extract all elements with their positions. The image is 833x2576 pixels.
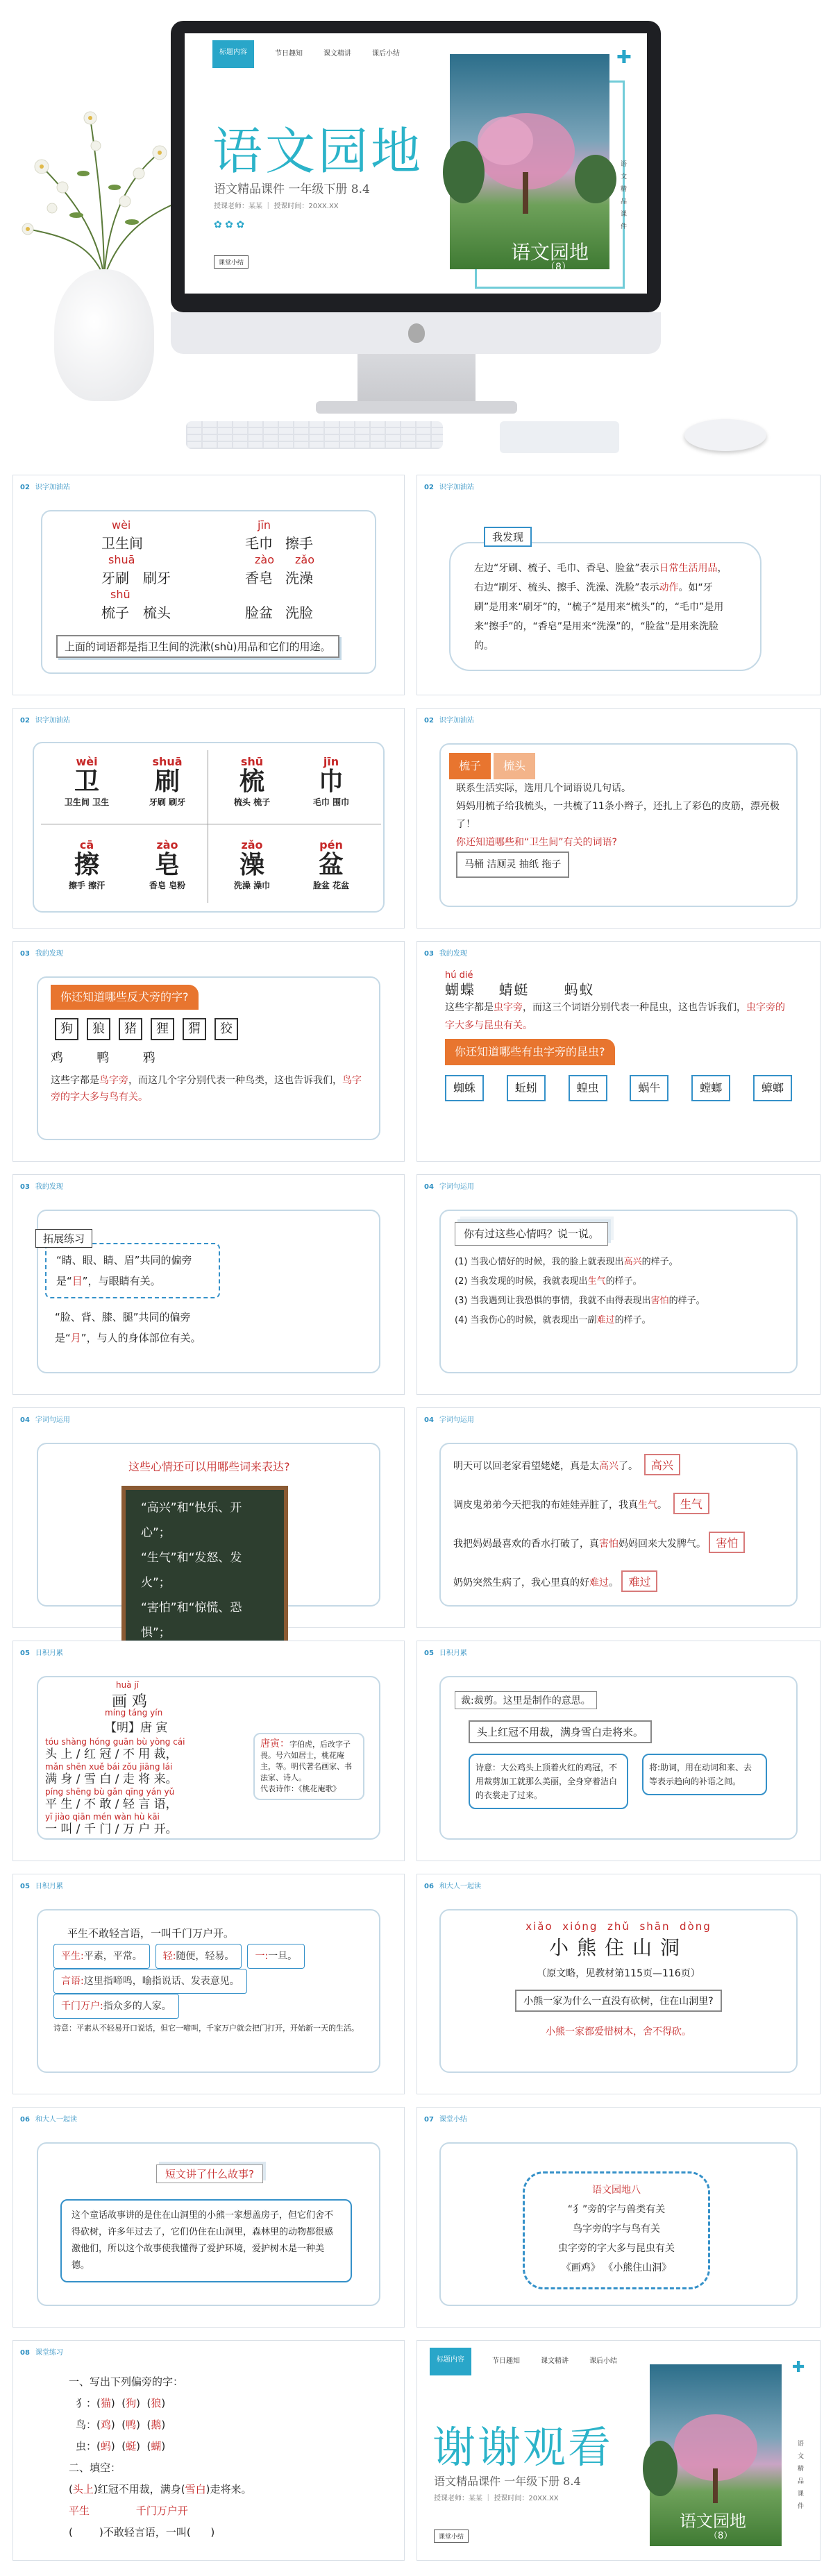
keyboard <box>186 421 443 449</box>
char-cell: zǎo 澡 洗澡 澡巾 <box>233 838 271 890</box>
chalkboard: “高兴”和“快乐、开心”； “生气”和“发怒、发火”； “害怕”和“惊慌、恐惧”； <box>121 1486 288 1705</box>
slide-14 <box>416 1874 821 2094</box>
nav-tab-3[interactable]: 课文精讲 <box>541 2357 569 2365</box>
slide-header: 07 课堂小结 <box>424 2116 467 2124</box>
slide-header: 05 日积月累 <box>424 1650 467 1657</box>
slide-13 <box>12 1874 405 2094</box>
summary-box: 语文园地八 “犭”旁的字与兽类有关 鸟字旁的字与鸟有关 虫字旁的字大多与昆虫有关 《画鸡》 《小熊住山洞》 <box>523 2171 710 2289</box>
slide-12 <box>416 1641 821 1861</box>
slide-card: 你有过这些心情吗？说一说。 (1) 当我心情好的时候，我的脸上就表现出高兴的样子。 (2) 当我发现的时候，我就表现出生气的样子。 (3) 当我遇到让我恐惧的事情，我就不由得表现出害怕的样子。 (4) 当我伤心的时候，就表现出一副难过的样子。 <box>439 1210 798 1373</box>
slide-8 <box>416 1174 821 1395</box>
slide-card: huà jī 画 鸡 míng táng yín 【明】唐 寅 tóu shàng hóng guān bù yòng cái 头 上 / 红 冠 / 不 用 裁， mǎn shēn xuě bái zǒu jiāng lái 满 身 / 雪 白 / 走 将 来。 píng shēng bù gǎn qīng yán yǔ 平 生 / 不 敢 / 轻 言 语， yī jiào qiān mén wàn hù kāi 一 叫 / 千 门 / 万 户 开。 唐寅：字伯虎，后改字子畏。号六如居士，桃花庵主，等。明代著名画家、书法家、诗人。 代表诗作：《桃花庵歌》 <box>37 1676 380 1840</box>
slide-18 <box>416 2340 821 2561</box>
nav-tab-2[interactable]: 节日趣知 <box>275 50 303 58</box>
char-cell: jīn 巾 毛巾 围巾 <box>312 755 350 807</box>
slide-9 <box>12 1407 405 1640</box>
monitor-base <box>316 401 517 414</box>
thanks-title: 谢谢观看 <box>432 2422 614 2473</box>
monitor <box>171 21 661 312</box>
vertical-caption: 语 文 精 品 课 件 <box>621 161 628 230</box>
slide-header: 02 识字加油站 <box>424 717 474 724</box>
nav-tab-4[interactable]: 课后小结 <box>589 2357 617 2365</box>
char-cell: cā 擦 擦手 擦汗 <box>68 838 106 890</box>
slide-header: 03 我的发现 <box>20 950 63 958</box>
slide-header: 02 识字加油站 <box>20 484 70 491</box>
title-slide-screen <box>185 33 647 294</box>
slide-15 <box>12 2107 405 2328</box>
char-cell: wèi 卫 卫生间 卫生 <box>64 755 110 807</box>
slide-card: wèi 卫生间 jīn 毛巾 擦手 shuā 牙刷 刷牙 zào 香皂 zǎo 洗澡 shū 梳子 梳头 脸盆 洗脸 上面的词语都是指卫生间的洗漱(shù)用品和它们的用途。 <box>41 510 376 674</box>
slide-content: hú dié 蝴蝶 蜻蜓 蚂蚁 这些字都是虫字旁，而这三个词语分别代表一种昆虫，这也告诉我们，虫字旁的字大多与昆虫有关。 你还知道哪些有虫字旁的昆虫? 蜘蛛 蚯蚓 蝗虫 蜗牛 螳螂 蟑螂 <box>445 971 792 1101</box>
photo-caption-number: （8） <box>709 2531 733 2541</box>
hero-mockup <box>0 0 833 464</box>
slide-header: 04 字词句运用 <box>20 1416 70 1424</box>
slide-3 <box>12 708 405 929</box>
hero-subtitle: 语文精品课件 一年级下册 8.4 <box>214 183 370 196</box>
slide-header: 02 识字加油站 <box>20 717 70 724</box>
slide-card: 梳子 梳头 联系生活实际，选用几个词语说几句话。 妈妈用梳子给我梳头，一共梳了11条小辫子，还扎上了彩色的皮筋，漂亮极了！ 你还知道哪些和“卫生间”有关的词语? 马桶 洁厕灵 抽纸 拖子 <box>439 743 798 907</box>
slide-header: 05 日积月累 <box>20 1650 63 1657</box>
thanks-subtitle: 语文精品课件 一年级下册 8.4 <box>434 2475 581 2488</box>
vase <box>54 269 154 401</box>
slide-header: 02 识字加油站 <box>424 484 474 491</box>
nav-tab-1[interactable]: 标题内容 <box>430 2348 471 2375</box>
note-box: 上面的词语都是指卫生间的洗漱(shù)用品和它们的用途。 <box>56 635 339 658</box>
hero-info: 授课老师：某某 ｜ 授课时间：20XX.XX <box>214 203 339 210</box>
slide-4 <box>416 708 821 929</box>
slide-header: 03 我的发现 <box>424 950 467 958</box>
slide-card: 短文讲了什么故事? 这个童话故事讲的是住在山洞里的小熊一家想盖房子，但它们舍不得砍树，许多年过去了，它们仍住在山洞里，森林里的动物都很感激他们，所以这个故事使我懂得了爱护环境，爱护树木是一种美德。 <box>37 2142 380 2306</box>
plus-icon: ✚ <box>792 2359 805 2376</box>
discovery-bubble: 左边“牙刷、梳子、毛巾、香皂、脸盆”表示日常生活用品，右边“刷牙、梳头、擦手、洗澡、洗脸”表示动作。如“牙刷”是用来“刷牙”的，“梳子”是用来“梳头”的，“毛巾”是用来“擦手”的，“香皂”是用来“洗澡”的，“脸盆”是用来洗脸的。 <box>449 542 762 671</box>
hero-button[interactable]: 课堂小结 <box>214 255 249 269</box>
slide-11 <box>12 1641 405 1861</box>
slide-header: 06 和大人一起读 <box>20 2116 77 2124</box>
char-cell: shū 梳 梳头 梳子 <box>233 755 271 807</box>
slide-card: 拓展练习 “睛、眼、睛、眉”共同的偏旁是“目”，与眼睛有关。 “脸、背、膝、腿”共同的偏旁是“月”，与人的身体部位有关。 <box>37 1210 380 1373</box>
author-note: 唐寅：字伯虎，后改字子畏。号六如居士，桃花庵主，等。明代著名画家、书法家、诗人。 代表诗作：《桃花庵歌》 <box>253 1733 364 1800</box>
trackpad <box>500 421 619 453</box>
nav-tab-3[interactable]: 课文精讲 <box>323 50 351 58</box>
slide-1 <box>12 475 405 695</box>
char-cell: zào 皂 香皂 皂粉 <box>149 838 186 890</box>
photo-caption-number: （8） <box>546 262 571 273</box>
exercise-content: 一、写出下列偏旁的字： 犭：(猫) (狗) (狼) 鸟：(鸡) (鸭) (鹅) 虫：(蚂) (蜓) (蝴) 二、填空： (头上)红冠不用裁，满身(雪白)走将来。 平生 千门万户开 ( )不敢轻言语，一叫( ) <box>69 2375 252 2539</box>
slide-2 <box>416 475 821 695</box>
slide-6 <box>416 941 821 1162</box>
photo-caption: 语文园地 <box>680 2511 746 2531</box>
plus-icon: ✚ <box>616 47 632 68</box>
slide-card: 平生不敢轻言语，一叫千门万户开。 平生:平素，平常。 轻:随便，轻易。 一:一旦。 言语:这里指啼鸣，喻指说话、发表意见。 千门万户:指众多的人家。 诗意：平素从不轻易开口说话，但它一啼叫，千家万户就会把门打开，开始新一天的生活。 <box>37 1909 380 2073</box>
photo-caption: 语文园地 <box>511 241 589 264</box>
nav-tab-1[interactable]: 标题内容 <box>212 40 254 68</box>
thanks-info: 授课老师：某某 ｜ 授课时间：20XX.XX <box>434 2495 559 2502</box>
tag-found: 我发现 <box>484 527 532 547</box>
apple-logo-icon <box>408 323 425 343</box>
flower-plant-illustration <box>21 104 187 278</box>
nav-tab-4[interactable]: 课后小结 <box>372 50 400 58</box>
char-cell: pén 盆 脸盆 花盆 <box>312 838 350 890</box>
slide-17 <box>12 2340 405 2561</box>
slide-16 <box>416 2107 821 2328</box>
slide-10 <box>416 1407 821 1628</box>
char-cell: shuā 刷 牙刷 刷牙 <box>149 755 186 807</box>
slide-5 <box>12 941 405 1162</box>
vertical-caption: 语 文 精 品 课 件 <box>798 2441 805 2510</box>
slide-card: 这些心情还可以用哪些词来表达? “高兴”和“快乐、开心”； “生气”和“发怒、发火”； “害怕”和“惊慌、恐惧”； <box>37 1443 380 1607</box>
slide-card: xiǎo xióng zhǔ shān dòng 小熊住山洞 （原文略，见教材第115页—116页） 小熊一家为什么一直没有砍树，住在山洞里? 小熊一家都爱惜树木，舍不得砍。 <box>439 1909 798 2073</box>
slide-header: 04 字词句运用 <box>424 1416 474 1424</box>
slide-card: 你还知道哪些反犬旁的字? 狗 狼 猪 狸 猬 狡 鸡 鸭 鸦 这些字都是鸟字旁，而这几个字分别代表一种鸟类，这也告诉我们，鸟字旁的字大多与鸟有关。 <box>37 976 380 1140</box>
slide-header: 06 和大人一起读 <box>424 1883 481 1890</box>
monitor-stand <box>357 354 476 402</box>
slide-card: 明天可以回老家看望姥姥，真是太高兴了。 高兴 调皮鬼弟弟今天把我的布娃娃弄脏了，我真生气。 生气 我把妈妈最喜欢的香水打破了，真害怕妈妈回来大发脾气。 害怕 奶奶突然生病了，我心里真的好难过。 难过 <box>439 1443 798 1607</box>
hero-title: 语文园地 <box>212 122 424 180</box>
slide-header: 08 课堂练习 <box>20 2349 63 2357</box>
slide-card: 裁:裁剪。这里是制作的意思。 头上红冠不用裁，满身雪白走将来。 诗意：大公鸡头上顶着火红的鸡冠，不用裁剪加工就那么美丽，全身穿着洁白的衣裳走了过来。 将:助词，用在动词和来、去等表示趋向的补语之间。 <box>439 1676 798 1840</box>
mouse <box>684 419 766 451</box>
deco-leaf-icons: ✿ ✿ ✿ <box>214 219 245 230</box>
slide-header: 05 日积月累 <box>20 1883 63 1890</box>
slide-nav-tabs <box>212 47 400 68</box>
slide-nav-tabs <box>430 2355 617 2375</box>
slide-card <box>439 2142 798 2306</box>
slide-header: 03 我的发现 <box>20 1183 63 1191</box>
thanks-button[interactable]: 课堂小结 <box>434 2530 469 2543</box>
slide-header: 04 字词句运用 <box>424 1183 474 1191</box>
nav-tab-2[interactable]: 节日趣知 <box>492 2357 520 2365</box>
slide-7 <box>12 1174 405 1395</box>
